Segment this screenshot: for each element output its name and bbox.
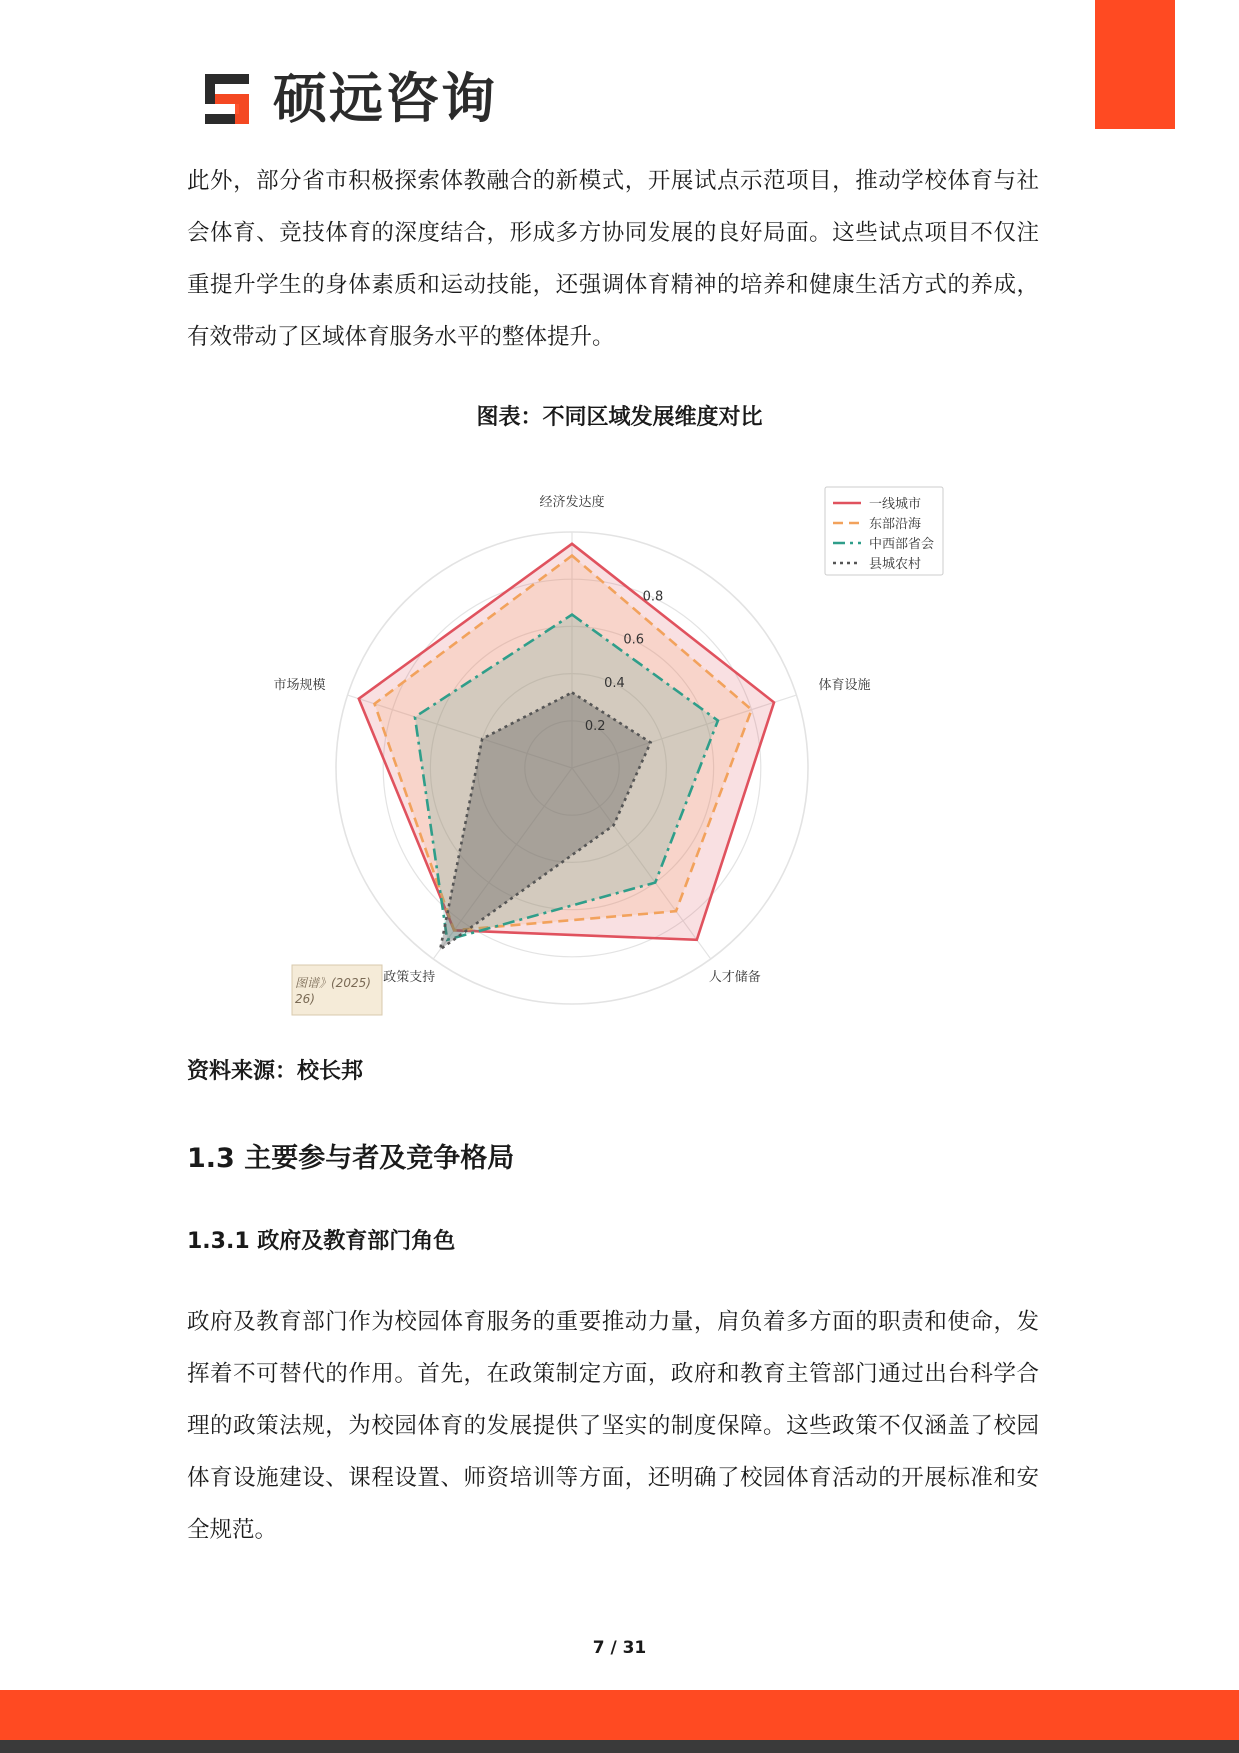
axis-label: 体育设施 xyxy=(818,678,871,694)
radar-chart-svg xyxy=(273,475,967,1015)
section-heading: 1.3 主要参与者及竞争格局 xyxy=(187,1143,515,1174)
axis-label: 经济发达度 xyxy=(539,495,605,510)
overlay-fragment-text: 26) xyxy=(295,992,315,1006)
radial-tick-label: 0.2 xyxy=(584,718,606,734)
overlay-fragment-box xyxy=(292,965,382,1015)
brand-logo xyxy=(201,66,497,132)
axis-label: 市场规模 xyxy=(273,678,326,694)
chart-title: 图表：不同区域发展维度对比 xyxy=(476,405,763,430)
body-paragraph: 政府及教育部门作为校园体育服务的重要推动力量，肩负着多方面的职责和使命，发挥着不可替代的作用。首先，在政策制定方面，政府和教育主管部门通过出台科学合理的政策法规，为校园体育的发展提供了坚实的制度保障。这些政策不仅涵盖了校园体育设施建设、课程设置、师资培训等方面，还明确了校园体育活动的开展标准和安全规范。 xyxy=(187,1309,1039,1543)
subsection-heading: 1.3.1 政府及教育部门角色 xyxy=(187,1229,456,1254)
radar-chart xyxy=(273,475,967,1015)
source-note: 资料来源：校长邦 xyxy=(187,1059,364,1084)
intro-paragraph: 此外，部分省市积极探索体教融合的新模式，开展试点示范项目，推动学校体育与社会体育、竞技体育的深度结合，形成多方协同发展的良好局面。这些试点项目不仅注重提升学生的身体素质和运动技能，还强调体育精神的培养和健康生活方式的养成，有效带动了区域体育服务水平的整体提升。 xyxy=(187,168,1039,350)
legend-label: 中西部省会 xyxy=(869,537,935,552)
overlay-fragment-text: 图谱》(2025) xyxy=(295,976,371,990)
legend-label: 县城农村 xyxy=(869,557,922,572)
axis-label: 人才储备 xyxy=(708,969,761,985)
brand-name: 硕远咨询 xyxy=(273,67,497,130)
page-number: 7 / 31 xyxy=(592,1638,647,1658)
radial-tick-label: 0.6 xyxy=(623,632,645,648)
legend-label: 东部沿海 xyxy=(869,517,922,532)
footer-dark-strip xyxy=(0,1740,1239,1753)
axis-label: 政策支持 xyxy=(383,969,436,985)
legend-label: 一线城市 xyxy=(869,497,922,512)
radial-tick-label: 0.8 xyxy=(642,589,664,605)
corner-accent-block xyxy=(1095,0,1175,129)
radial-tick-label: 0.4 xyxy=(604,675,625,691)
footer-accent-bar xyxy=(0,1690,1239,1740)
logo-mark-icon xyxy=(201,70,259,128)
